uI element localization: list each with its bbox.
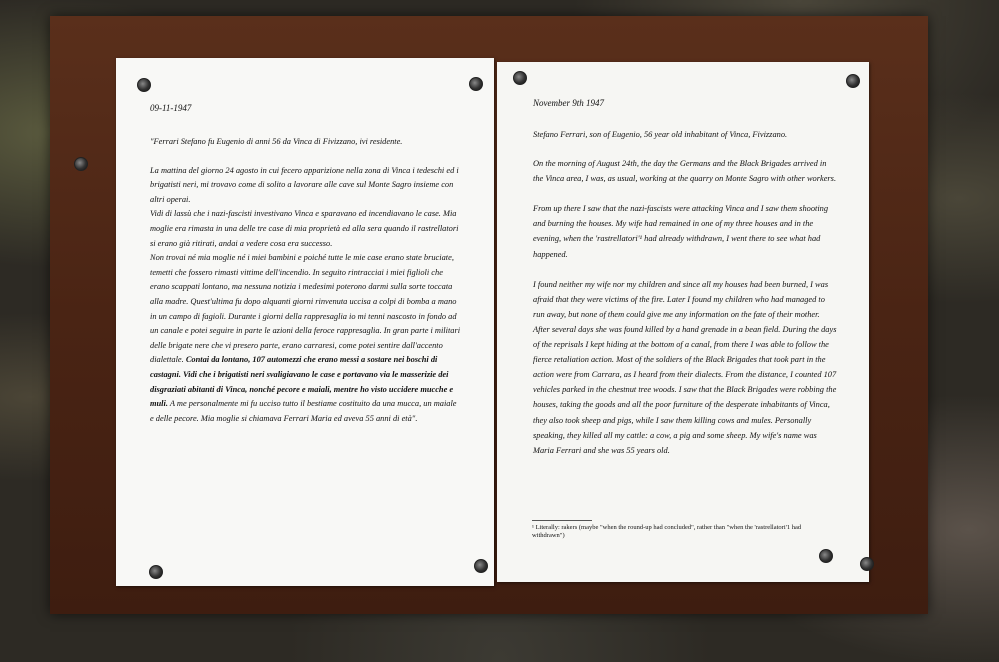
english-testimony bbox=[533, 127, 838, 458]
english-date: November 9th 1947 bbox=[533, 98, 604, 108]
english-footnote: ¹ Literally: rakers (maybe "when the round-up had concluded", rather than "when the 'rastrellatori'1 had withdrawn") bbox=[532, 524, 802, 539]
screw-icon bbox=[74, 157, 88, 171]
footnote-divider bbox=[532, 520, 592, 521]
italian-date: 09-11-1947 bbox=[150, 103, 192, 113]
screw-icon bbox=[846, 74, 860, 88]
screw-icon bbox=[860, 557, 874, 571]
screw-icon bbox=[149, 565, 163, 579]
screw-icon bbox=[819, 549, 833, 563]
italian-testimony bbox=[150, 135, 462, 426]
english-paragraph-2: From up there I saw that the nazi-fascists were attacking Vinca and I saw them shooting and burning the houses. My wife had remained in one of my three houses and in the evening, when the 'rastrellatori'¹ had already withdrawn, I went there to see what had happened. bbox=[533, 204, 829, 259]
screw-icon bbox=[469, 77, 483, 91]
italian-paragraph-2: Vidi di lassù che i nazi-fascisti investivano Vinca e sparavano ed incendiavano le case. Mia moglie era rimasta in una delle tre case di mia proprietà ed alla sera quando il rastrellatori si erano già ritirati, andai a vedere cosa era successo. bbox=[150, 209, 459, 248]
italian-paragraph-3: Non trovai né mia moglie né i miei bambini e poiché tutte le mie case erano state bruciate, temetti che fossero rimasti vittime dell'incendio. In seguito rintracciai i miei figlioli che erano scappati lontano, ma nessuna notizia i medesimi poterono darmi sulla sorte toccata alla madre. Quest'ultima fu dopo alquanti giorni rinvenuta uccisa a colpi di bomba a mano in un campo di fagioli. Durante i giorni della rappresaglia io mi tenni nascosto in fondo ad un canale e potei seguire in parte le azioni della feroce rappresaglia. In gran parte i militari delle brigate nere che vi presero parte, erano carraresi, come potei sentire dall'accento dialettale. bbox=[150, 253, 461, 365]
screw-icon bbox=[513, 71, 527, 85]
english-paragraph-1: On the morning of August 24th, the day the Germans and the Black Brigades arrived in the Vinca area, I was, as usual, working at the quarry on Monte Sagro with other workers. bbox=[533, 159, 837, 184]
italian-closing: A me personalmente mi fu ucciso tutto il bestiame costituito da una mucca, un maiale e delle pecore. Mia moglie si chiamava Ferrari Maria ed aveva 55 anni di età". bbox=[150, 399, 457, 423]
english-paragraph-3: I found neither my wife nor my children and since all my houses had been burned, I was afraid that they were victims of the fire. Later I found my children who had managed to run away, but none of them could give me any information on the fate of their mother. After several days she was found killed by a hand grenade in a bean field. During the days of the reprisals I kept hiding at the bottom of a canal, from there I was able to follow the fierce retaliation action. Most of the soldiers of the Black Brigades that took part in the action were from Carrara, as I heard from their dialects. From the distance, I counted 107 vehicles parked in the chestnut tree woods. I saw that the Black Brigades were robbing the houses, taking the goods and all the poor furniture of the desperate inhabitants of Vinca, they also took sheep and pigs, while I saw them killing cows and mules. Personally speaking, they killed all my cattle: a cow, a pig and some sheep. My wife's name was Maria Ferrari and she was 55 years old. bbox=[533, 279, 837, 455]
screw-icon bbox=[137, 78, 151, 92]
italian-intro: "Ferrari Stefano fu Eugenio di anni 56 da Vinca di Fivizzano, ivi residente. bbox=[150, 137, 403, 146]
italian-paragraph-1: La mattina del giorno 24 agosto in cui fecero apparizione nella zona di Vinca i tedeschi ed i brigatisti neri, mi trovavo come di solito a lavorare alle cave sul Monte Sagro insieme con altri operai. bbox=[150, 165, 459, 204]
italian-bold-text: Contai da lontano, 107 automezzi che erano messi a sostare nei boschi di castagni. Vidi che i brigatisti neri svaligiavano le case e portavano via le masserizie dei disgraziati abitanti di Vinca, nonché pecore e maiali, mentre ho visto uccidere mucche e muli. bbox=[150, 355, 454, 409]
english-intro: Stefano Ferrari, son of Eugenio, 56 year old inhabitant of Vinca, Fivizzano. bbox=[533, 130, 788, 139]
screw-icon bbox=[474, 559, 488, 573]
